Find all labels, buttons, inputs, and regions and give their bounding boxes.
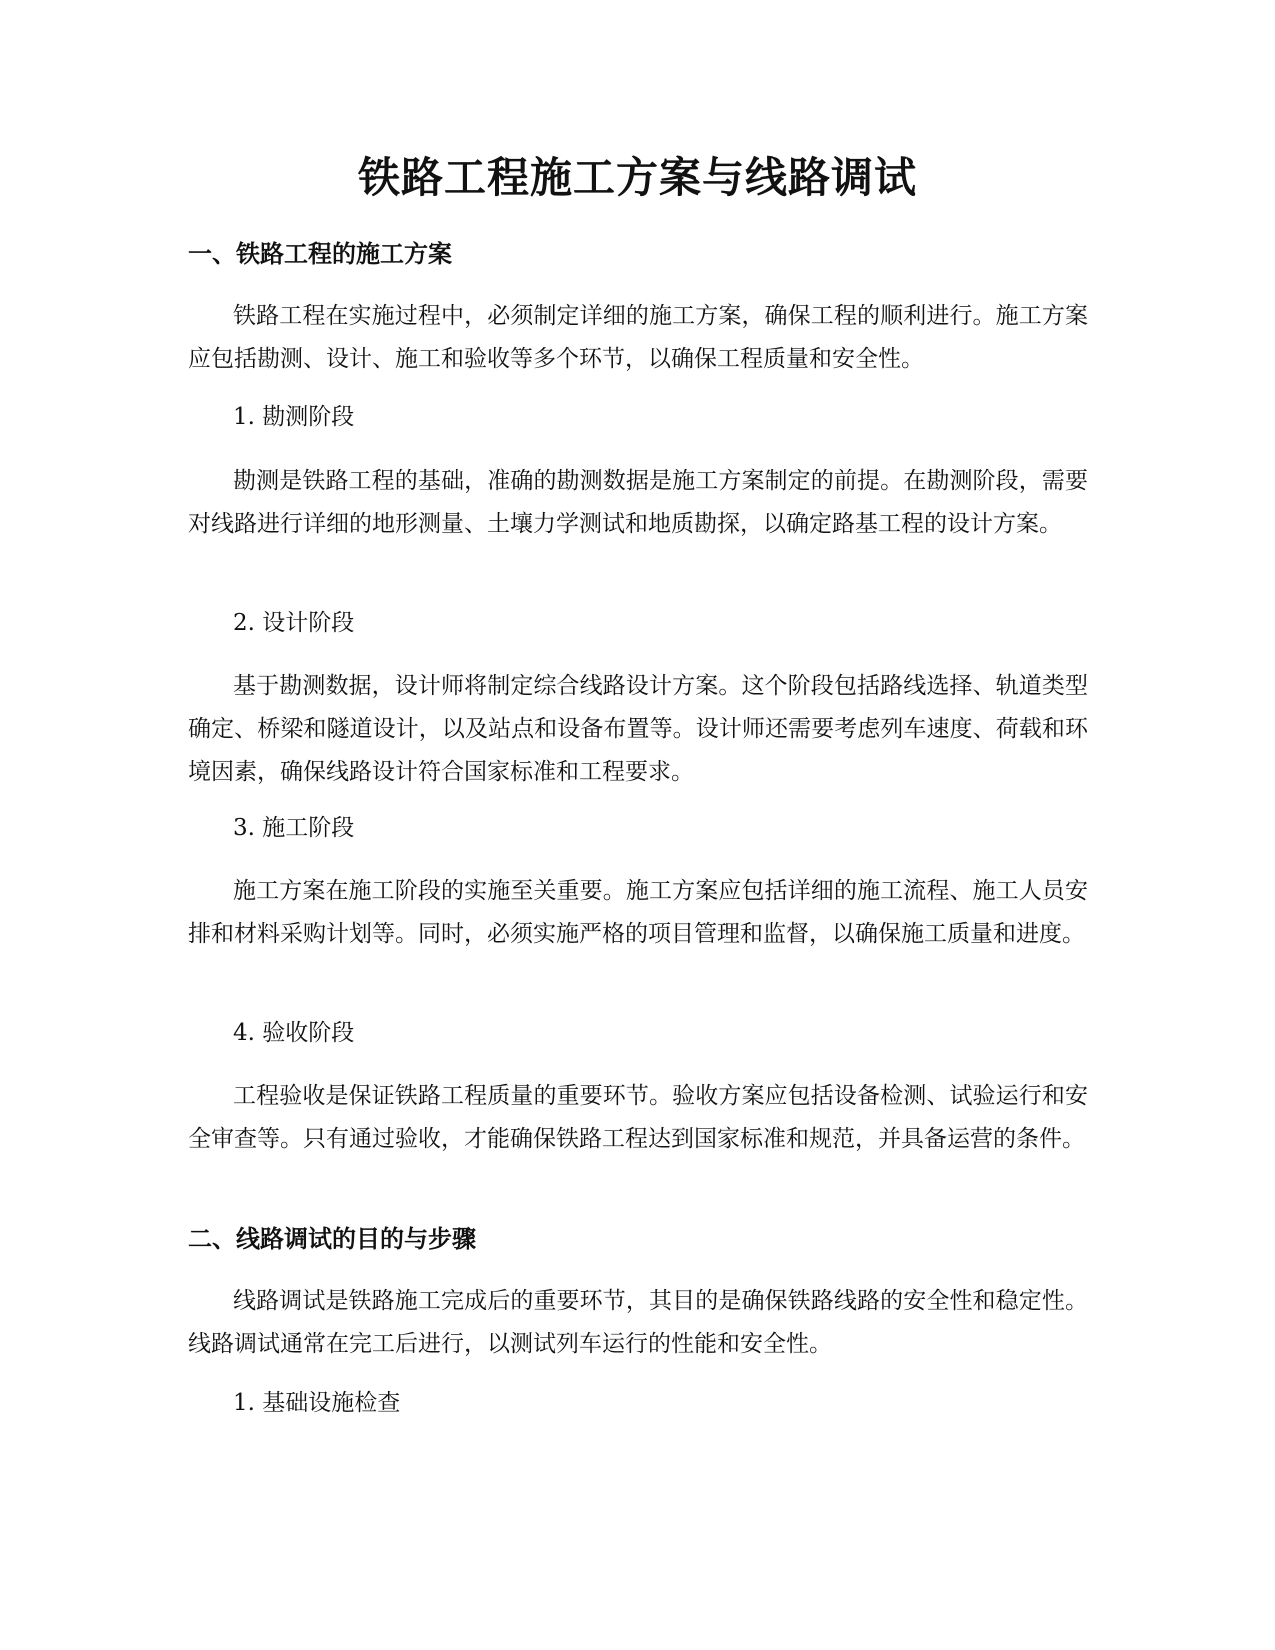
stage-survey-heading: 1. 勘测阶段 xyxy=(233,404,355,430)
step-infrastructure-check-heading: 1. 基础设施检查 xyxy=(233,1390,401,1416)
stage-construction-heading: 3. 施工阶段 xyxy=(233,815,355,841)
section-heading-2: 二、线路调试的目的与步骤 xyxy=(188,1225,476,1253)
section-1-intro-paragraph: 铁路工程在实施过程中，必须制定详细的施工方案，确保工程的顺利进行。施工方案应包括勘测、设计、施工和验收等多个环节，以确保工程质量和安全性。 xyxy=(188,303,1088,372)
stage-acceptance-heading: 4. 验收阶段 xyxy=(233,1020,355,1046)
section-heading-1: 一、铁路工程的施工方案 xyxy=(188,240,452,268)
stage-survey-paragraph: 勘测是铁路工程的基础，准确的勘测数据是施工方案制定的前提。在勘测阶段，需要对线路进行详细的地形测量、土壤力学测试和地质勘探，以确定路基工程的设计方案。 xyxy=(188,468,1088,537)
section-2-intro-paragraph: 线路调试是铁路施工完成后的重要环节，其目的是确保铁路线路的安全性和稳定性。线路调试通常在完工后进行，以测试列车运行的性能和安全性。 xyxy=(188,1288,1088,1357)
page-title: 铁路工程施工方案与线路调试 xyxy=(357,153,917,202)
stage-construction-paragraph: 施工方案在施工阶段的实施至关重要。施工方案应包括详细的施工流程、施工人员安排和材料采购计划等。同时，必须实施严格的项目管理和监督，以确保施工质量和进度。 xyxy=(188,878,1088,947)
stage-acceptance-paragraph: 工程验收是保证铁路工程质量的重要环节。验收方案应包括设备检测、试验运行和安全审查等。只有通过验收，才能确保铁路工程达到国家标准和规范，并具备运营的条件。 xyxy=(188,1083,1088,1152)
stage-design-heading: 2. 设计阶段 xyxy=(233,610,355,636)
stage-design-paragraph: 基于勘测数据，设计师将制定综合线路设计方案。这个阶段包括路线选择、轨道类型确定、桥梁和隧道设计，以及站点和设备布置等。设计师还需要考虑列车速度、荷载和环境因素，确保线路设计符合国家标准和工程要求。 xyxy=(188,673,1088,785)
